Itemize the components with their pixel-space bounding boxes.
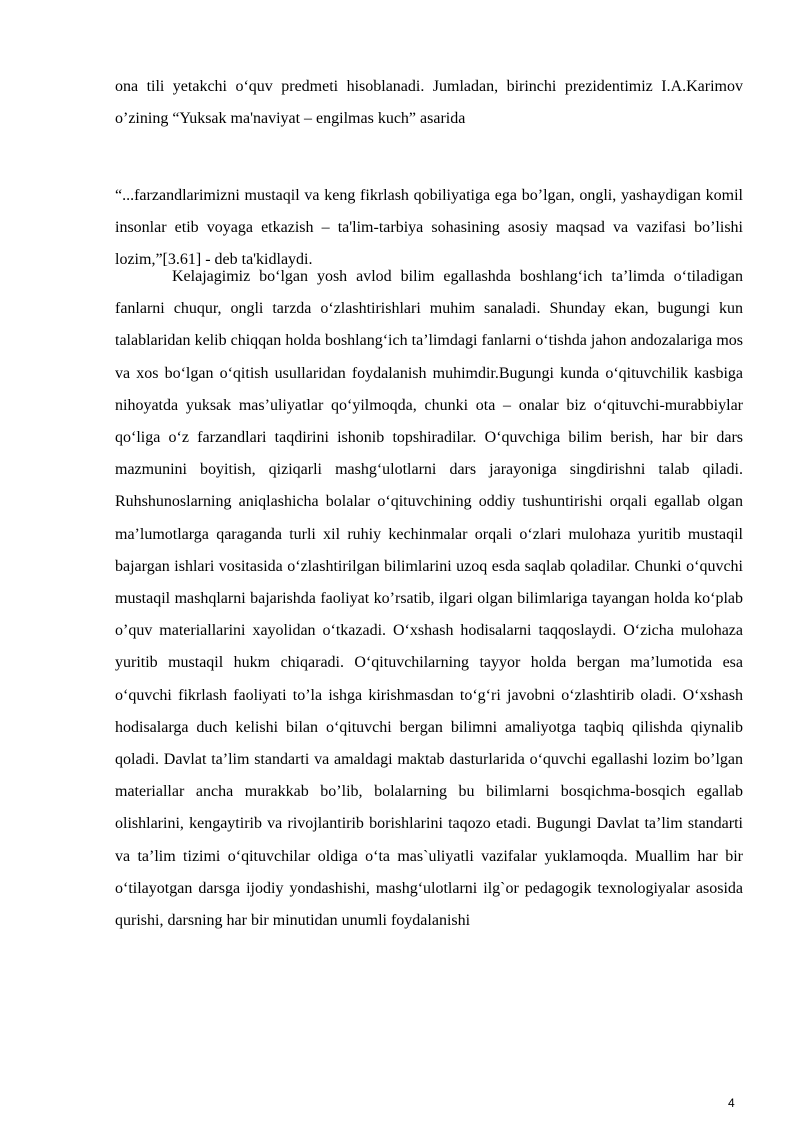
paragraph-intro: ona tili yetakchi o‘quv predmeti hisoblanadi. Jumladan, birinchi prezidentimiz I.A.Karimov o’zining “Yuksak ma'naviyat – engilmas kuch” asarida xyxy=(115,78,743,128)
paragraph-body: Kelajagimiz bo‘lgan yosh avlod bilim egallashda boshlang‘ich ta’limda o‘tiladigan fanlarni chuqur, ongli tarzda o‘zlashtirishlari muhim sanaladi. Shunday ekan, bugungi kun talablaridan kelib chiqqan holda boshlang‘ich ta’limdagi fanlarni o‘tishda jahon andozalariga mos va xos bo‘lgan o‘qitish usullaridan foydalanish muhimdir.Bugungi kunda o‘qituvchilik kasbiga nihoyatda yuksak mas’uliyatlar qo‘yilmoqda, chunki ota – onalar biz o‘qituvchi-murabbiylar qo‘liga o‘z farzandlari taqdirini ishonib topshiradilar. O‘quvchiga bilim berish, har bir dars mazmunini boyitish, qiziqarli mashg‘ulotlarni dars jarayoniga singdirishni talab qiladi. Ruhshunoslarning aniqlashicha bolalar o‘qituvchining oddiy tushuntirishi orqali egallab olgan ma’lumotlarga qaraganda turli xil ruhiy kechinmalar orqali o‘zlari mulohaza yuritib mustaqil bajargan ishlari vositasida o‘zlashtirilgan bilimlarini uzoq esda saqlab qoladilar. Chunki o‘quvchi mustaqil mashqlarni bajarishda faoliyat ko’rsatib, ilgari olgan bilimlariga tayangan holda ko‘plab o’quv materiallarini xayolidan o‘tkazadi. O‘xshash hodisalarni taqqoslaydi. O‘zicha mulohaza yuritib mustaqil hukm chiqaradi. O‘qituvchilarning tayyor holda bergan ma’lumotida esa o‘quvchi fikrlash faoliyati to’la ishga kirishmasdan to‘g‘ri javobni o‘zlashtirib oladi. O‘xshash hodisalarga duch kelishi bilan o‘qituvchi bergan bilimni amaliyotga taqbiq qilishda qiynalib qoladi. Davlat ta’lim standarti va amaldagi maktab dasturlarida o‘quvchi egallashi lozim bo’lgan materiallar ancha murakkab bo’lib, bolalarning bu bilimlarni bosqichma-bosqich egallab olishlarini, kengaytirib va rivojlantirib borishlarini taqozo etadi. Bugungi Davlat ta’lim standarti va ta’lim tizimi o‘qituvchilar oldiga o‘ta mas`uliyatli vazifalar yuklamoqda. Muallim har bir o‘tilayotgan darsga ijodiy yondashishi, mashg‘ulotlarni ilg`or pedagogik texnologiyalar asosida qurishi, darsning har bir minutidan unumli foydalanishi xyxy=(115,268,743,930)
paragraph-quote: “...farzandlarimizni mustaqil va keng fikrlash qobiliyatiga ega bo’lgan, ongli, yashaydigan komil insonlar etib voyaga etkazish – ta'lim-tarbiya sohasining asosiy maqsad va vazifasi bo’lishi lozim,”[3.61] - deb ta'kidlaydi. xyxy=(115,187,743,269)
document-page xyxy=(115,0,743,1131)
page-number: 4 xyxy=(728,1096,735,1110)
